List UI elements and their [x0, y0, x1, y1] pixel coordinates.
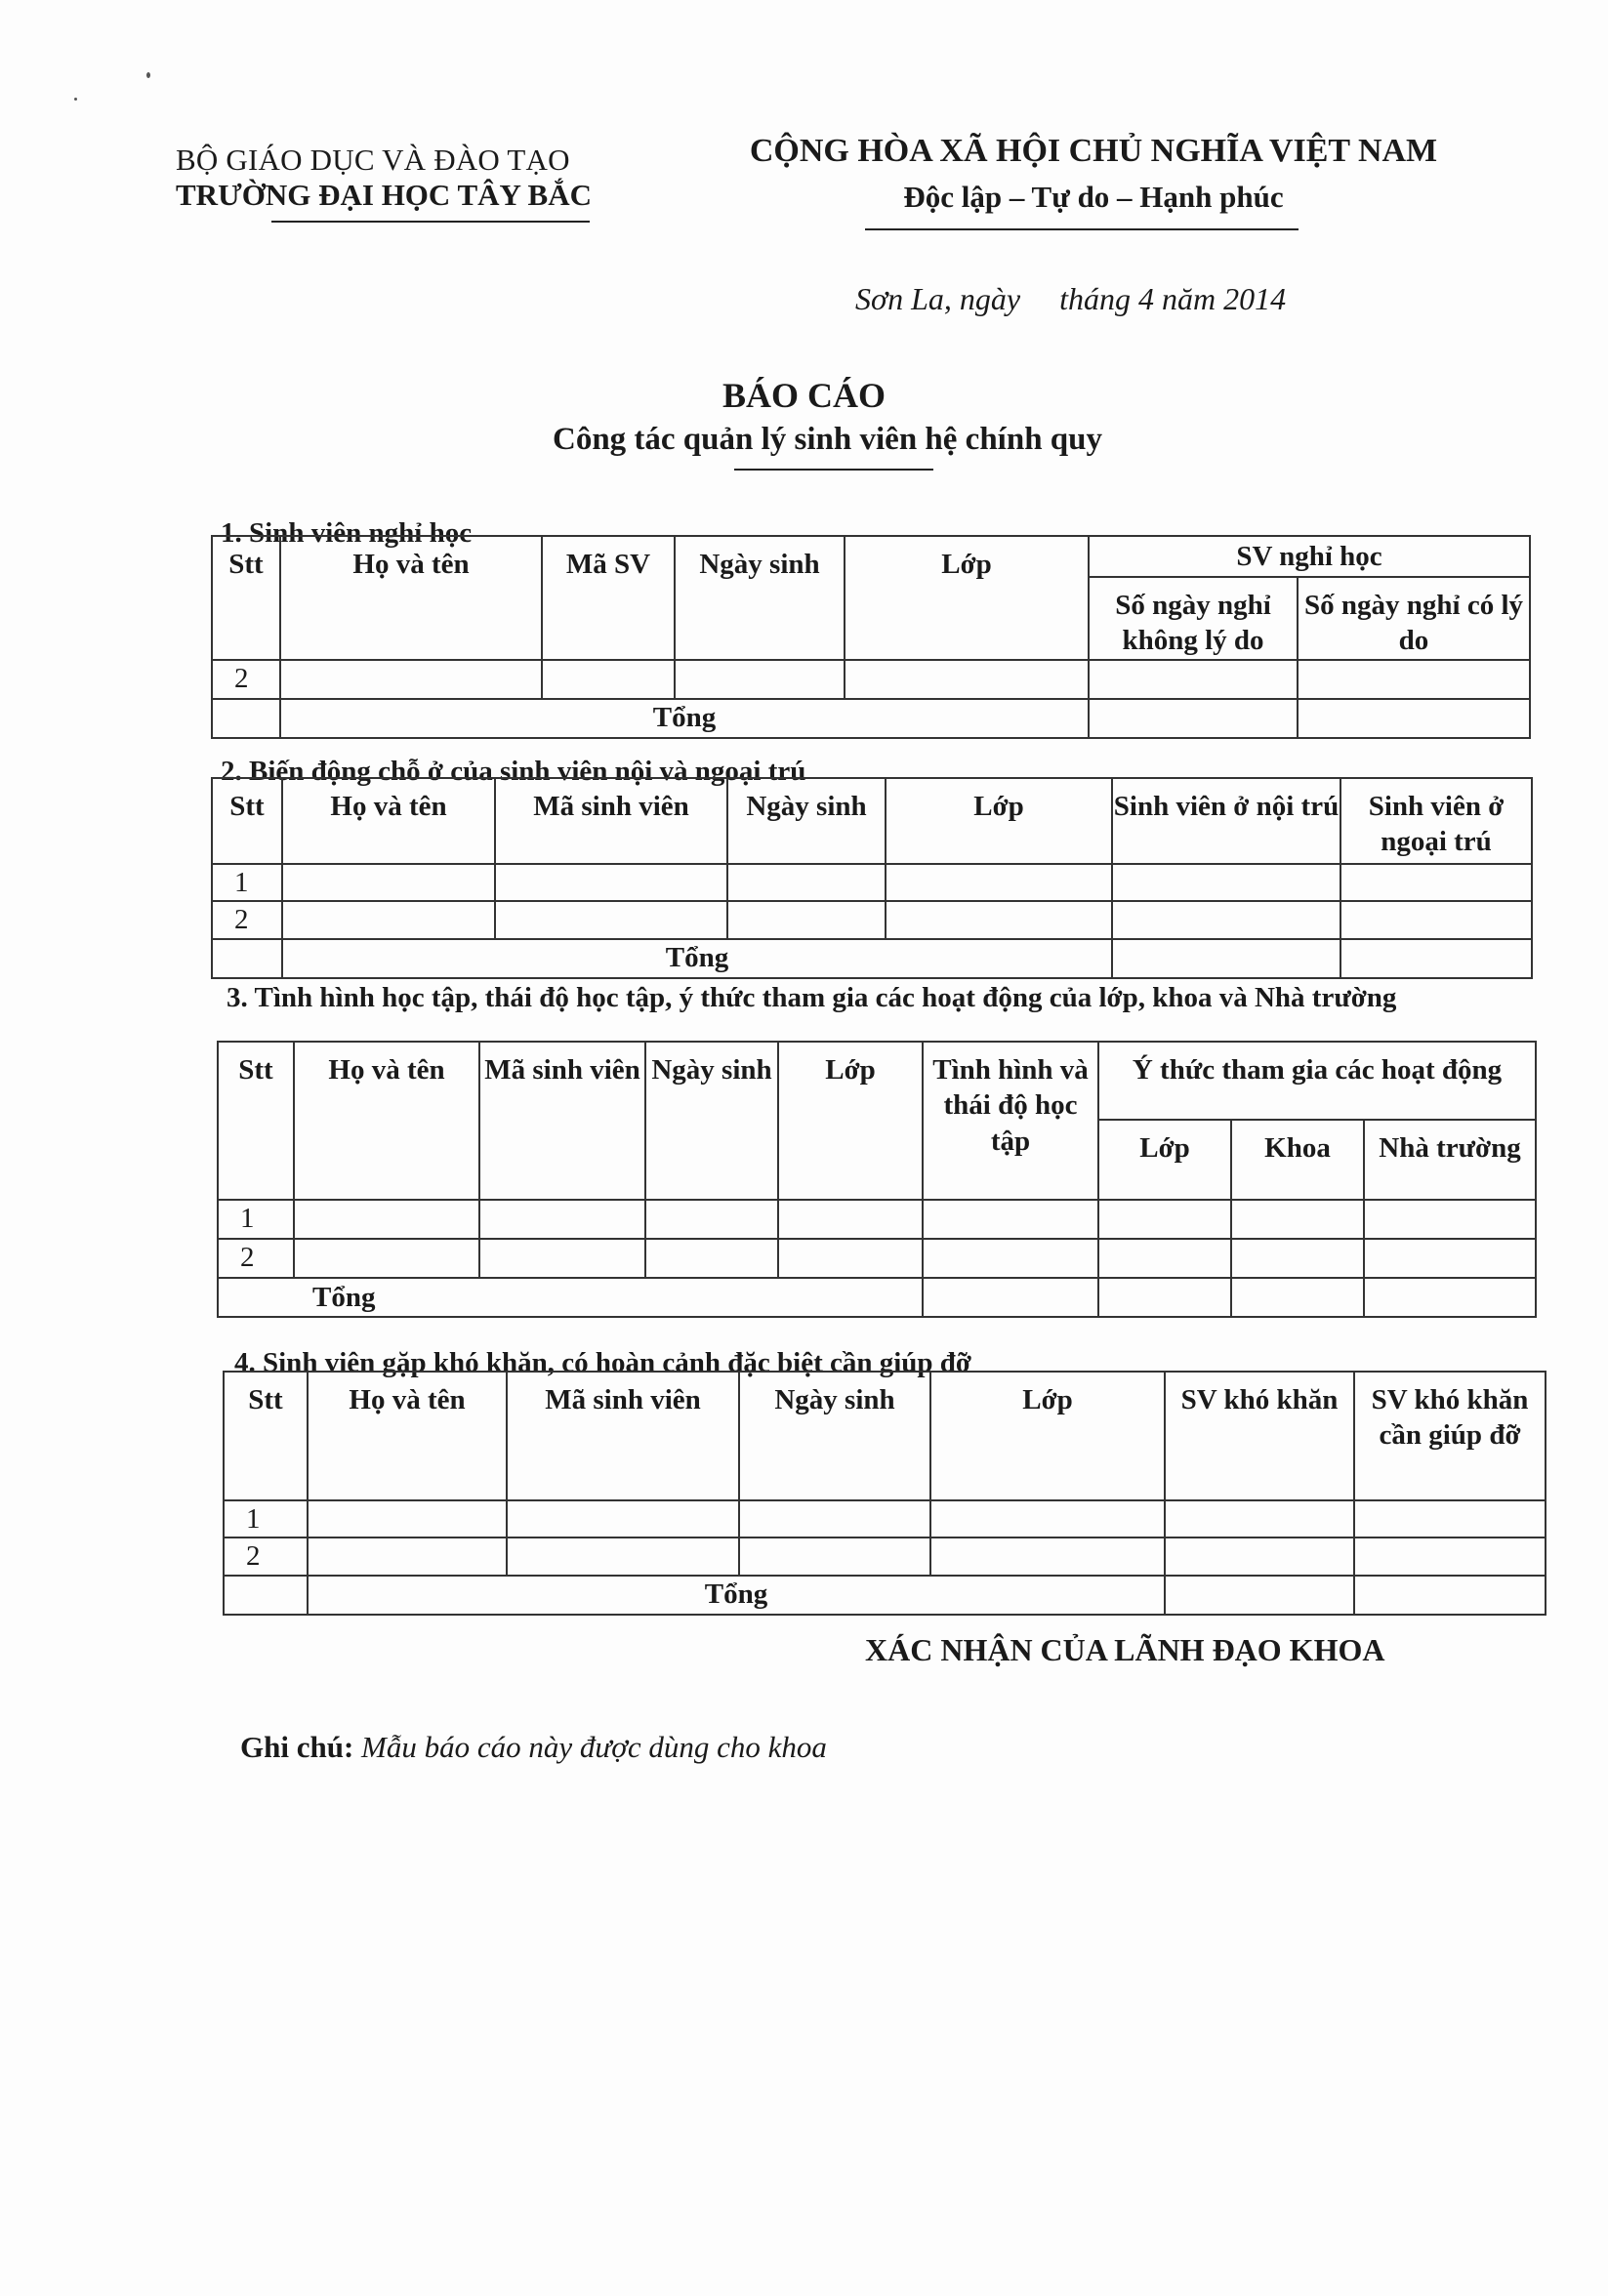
table-cell — [1298, 699, 1530, 738]
col-off-campus: Sinh viên ở ngoại trú — [1340, 778, 1532, 864]
table-row — [218, 1239, 1536, 1278]
date-place-day: Sơn La, ngày — [855, 281, 1021, 316]
report-title: BÁO CÁO — [722, 376, 886, 415]
table-cell — [308, 1538, 507, 1575]
table-cell — [1165, 1500, 1354, 1538]
table-cell — [1354, 1576, 1546, 1615]
table-cell — [1364, 1200, 1536, 1239]
total-row — [212, 699, 1530, 738]
scan-speck — [74, 98, 77, 101]
table-cell — [294, 1200, 479, 1239]
col-birthdate: Ngày sinh — [727, 778, 886, 864]
footnote — [240, 1730, 827, 1765]
table-cell — [212, 939, 282, 978]
table-cell — [294, 1239, 479, 1278]
table-cell — [923, 1200, 1098, 1239]
table-cell — [1089, 660, 1298, 699]
col-student-id: Mã sinh viên — [507, 1372, 739, 1500]
table-cell — [1098, 1200, 1231, 1239]
motto: Độc lập – Tự do – Hạnh phúc — [903, 180, 1284, 214]
table-cell — [1340, 901, 1532, 938]
table-cell — [923, 1239, 1098, 1278]
col-stt: Stt — [218, 1042, 294, 1200]
table-cell — [212, 699, 280, 738]
table-cell — [479, 1200, 645, 1239]
table-cell — [1231, 1278, 1364, 1317]
table-cell — [739, 1500, 930, 1538]
subtitle-underline — [734, 469, 933, 471]
table-cell — [930, 1538, 1165, 1575]
col-study-attitude: Tình hình và thái độ học tập — [923, 1042, 1098, 1200]
table-cell — [1165, 1576, 1354, 1615]
col-participation-group: Ý thức tham gia các hoạt động — [1098, 1042, 1536, 1120]
col-name: Họ và tên — [294, 1042, 479, 1200]
table-cell — [1089, 699, 1298, 738]
table-cell — [495, 864, 727, 901]
table-row — [218, 1200, 1536, 1239]
school-name: TRƯỜNG ĐẠI HỌC TÂY BẮC — [176, 178, 592, 212]
total-label: Tổng — [280, 699, 1089, 738]
table-cell — [507, 1500, 739, 1538]
col-student-id: Mã sinh viên — [495, 778, 727, 864]
ministry-header — [176, 143, 635, 213]
motto-underline — [865, 228, 1299, 230]
total-label: Tổng — [282, 939, 1112, 978]
table-cell — [1364, 1278, 1536, 1317]
scan-speck — [146, 72, 150, 78]
table-cell — [1098, 1278, 1231, 1317]
total-row — [224, 1576, 1546, 1615]
note-label: Ghi chú: — [240, 1730, 354, 1764]
col-absence-unexcused: Số ngày nghỉ không lý do — [1089, 577, 1298, 660]
table-cell — [224, 1576, 308, 1615]
school-underline — [271, 221, 590, 223]
table-cell — [1098, 1239, 1231, 1278]
section-1-title: 1. Sinh viên nghỉ học — [221, 517, 473, 549]
table-row — [212, 864, 1532, 901]
date-line — [855, 281, 1286, 317]
table-cell — [507, 1538, 739, 1575]
section-4-title: 4. Sinh viên gặp khó khăn, có hoàn cảnh đặc biệt cần giúp đỡ — [234, 1347, 971, 1378]
col-needs-help: SV khó khăn cần giúp đỡ — [1354, 1372, 1546, 1500]
table-cell — [1340, 864, 1532, 901]
table-cell — [308, 1500, 507, 1538]
table-cell — [1340, 939, 1532, 978]
table-cell — [1165, 1538, 1354, 1575]
col-class: Lớp — [778, 1042, 923, 1200]
table-row — [224, 1538, 1546, 1575]
col-stt: Stt — [212, 536, 280, 660]
faculty-confirmation: XÁC NHẬN CỦA LÃNH ĐẠO KHOA — [865, 1632, 1385, 1667]
table-cell — [923, 1278, 1098, 1317]
total-row — [212, 939, 1532, 978]
row-number: 2 — [224, 1538, 308, 1575]
table-cell — [645, 1200, 778, 1239]
table-cell — [1354, 1538, 1546, 1575]
table-cell — [645, 1239, 778, 1278]
table-cell — [930, 1500, 1165, 1538]
table-cell — [778, 1200, 923, 1239]
total-label: Tổng — [218, 1278, 923, 1317]
table-cell — [739, 1538, 930, 1575]
table-cell — [1231, 1239, 1364, 1278]
table-row — [212, 660, 1530, 699]
section-2-title: 2. Biến động chỗ ở của sinh viên nội và ngoại trú — [221, 756, 806, 787]
table-cell — [280, 660, 542, 699]
note-text: Mẫu báo cáo này được dùng cho khoa — [361, 1730, 827, 1764]
table-cell — [886, 901, 1112, 938]
col-stt: Stt — [224, 1372, 308, 1500]
table-cell — [1298, 660, 1530, 699]
total-label: Tổng — [308, 1576, 1165, 1615]
row-number: 1 — [212, 864, 282, 901]
section-3-title: 3. Tình hình học tập, thái độ học tập, ý thức tham gia các hoạt động của lớp, khoa và Nhà trường — [227, 982, 1397, 1013]
row-number: 2 — [212, 660, 280, 699]
table-cell — [282, 901, 495, 938]
table-cell — [727, 901, 886, 938]
table-cell — [1112, 901, 1340, 938]
table-row — [212, 901, 1532, 938]
col-class: Lớp — [886, 778, 1112, 864]
row-number: 1 — [224, 1500, 308, 1538]
col-participation-faculty: Khoa — [1231, 1120, 1364, 1200]
col-absence-group: SV nghỉ học — [1089, 536, 1530, 577]
table-cell — [675, 660, 845, 699]
col-student-id: Mã SV — [542, 536, 675, 660]
table-cell — [1112, 939, 1340, 978]
col-birthdate: Ngày sinh — [739, 1372, 930, 1500]
table-cell — [1364, 1239, 1536, 1278]
table-3 — [217, 1041, 1537, 1318]
table-cell — [845, 660, 1089, 699]
table-cell — [282, 864, 495, 901]
table-cell — [495, 901, 727, 938]
col-absence-excused: Số ngày nghỉ có lý do — [1298, 577, 1530, 660]
col-participation-school: Nhà trường — [1364, 1120, 1536, 1200]
total-row — [218, 1278, 1536, 1317]
col-class: Lớp — [845, 536, 1089, 660]
table-row — [224, 1500, 1546, 1538]
table-4 — [223, 1371, 1546, 1616]
report-subtitle: Công tác quản lý sinh viên hệ chính quy — [552, 422, 1102, 457]
col-boarding: Sinh viên ở nội trú — [1112, 778, 1340, 864]
national-header — [703, 133, 1484, 215]
table-cell — [727, 864, 886, 901]
col-birthdate: Ngày sinh — [675, 536, 845, 660]
col-participation-class: Lớp — [1098, 1120, 1231, 1200]
ministry-name: BỘ GIÁO DỤC VÀ ĐÀO TẠO — [176, 143, 570, 177]
table-cell — [1112, 864, 1340, 901]
row-number: 1 — [218, 1200, 294, 1239]
col-name: Họ và tên — [282, 778, 495, 864]
table-2 — [211, 777, 1533, 979]
col-name: Họ và tên — [308, 1372, 507, 1500]
table-1 — [211, 535, 1531, 739]
table-cell — [479, 1239, 645, 1278]
col-name: Họ và tên — [280, 536, 542, 660]
col-birthdate: Ngày sinh — [645, 1042, 778, 1200]
table-cell — [542, 660, 675, 699]
table-cell — [1354, 1500, 1546, 1538]
table-cell — [778, 1239, 923, 1278]
col-stt: Stt — [212, 778, 282, 864]
col-hardship: SV khó khăn — [1165, 1372, 1354, 1500]
col-student-id: Mã sinh viên — [479, 1042, 645, 1200]
date-month-year: tháng 4 năm 2014 — [1059, 281, 1287, 316]
row-number: 2 — [212, 901, 282, 938]
col-class: Lớp — [930, 1372, 1165, 1500]
row-number: 2 — [218, 1239, 294, 1278]
country-name: CỘNG HÒA XÃ HỘI CHỦ NGHĨA VIỆT NAM — [749, 133, 1438, 169]
table-cell — [1231, 1200, 1364, 1239]
table-cell — [886, 864, 1112, 901]
